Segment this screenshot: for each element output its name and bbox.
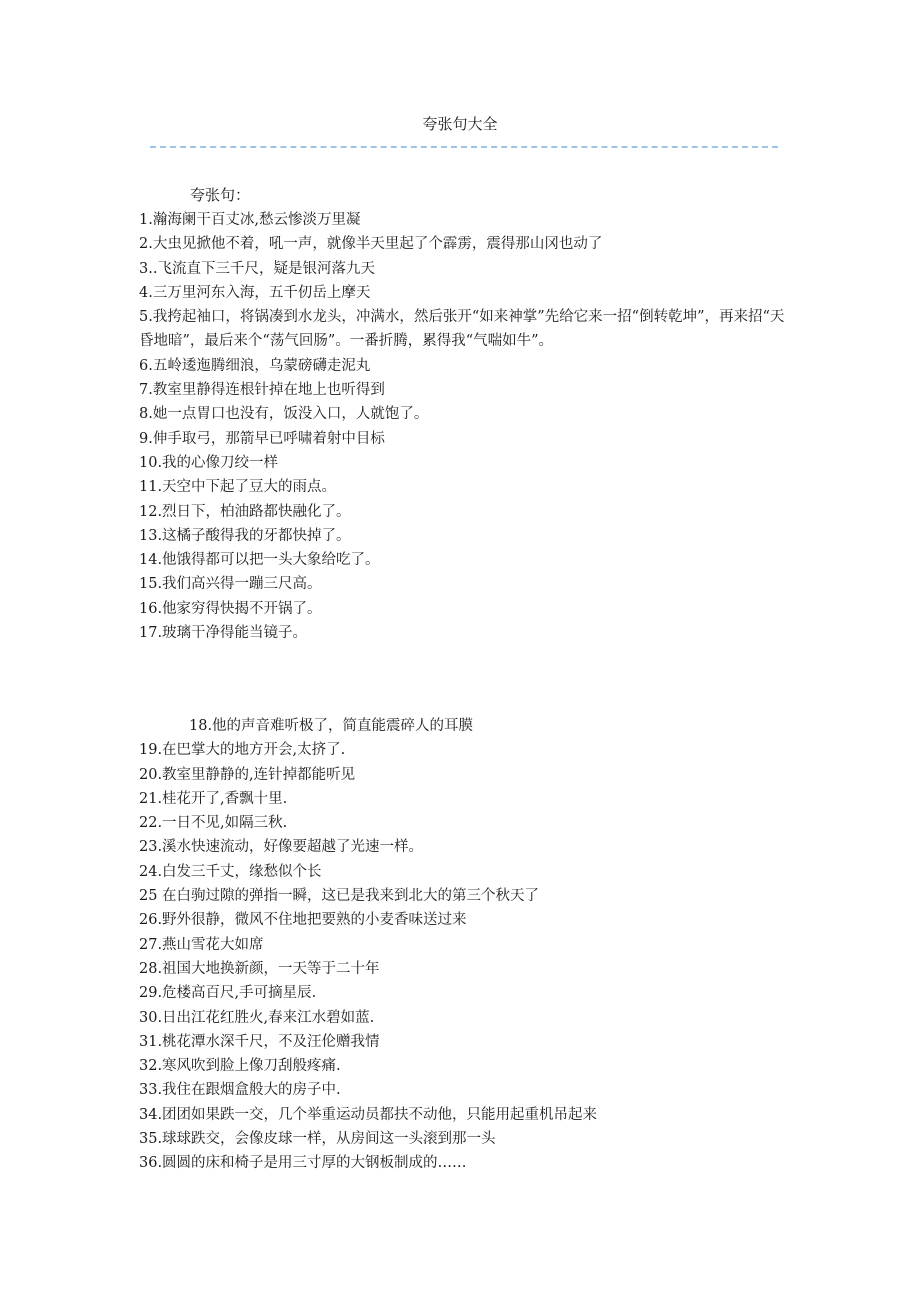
sentence-item: 35.球球跌交，会像皮球一样，从房间这一头滚到那一头 <box>139 1131 496 1148</box>
sentence-item: 36.圆圆的床和椅子是用三寸厚的大钢板制成的…… <box>139 1155 467 1172</box>
sentence-item: 6.五岭逶迤腾细浪，乌蒙磅礴走泥丸 <box>139 357 371 374</box>
sentence-item: 2.大虫见掀他不着，吼一声，就像半天里起了个霹雳，震得那山冈也动了 <box>139 236 603 253</box>
sentence-item: 15.我们高兴得一蹦三尺高。 <box>139 576 322 593</box>
sentence-item: 16.他家穷得快揭不开锅了。 <box>139 600 322 617</box>
sentence-item: 27.燕山雪花大如席 <box>139 936 264 953</box>
sentence-item: 18.他的声音难听极了，简直能震碎人的耳膜 <box>189 718 474 734</box>
sentence-item: 28.祖国大地换新颜，一天等于二十年 <box>139 960 380 977</box>
sentence-item: 9.伸手取弓，那箭早已呼啸着射中目标 <box>139 430 385 447</box>
sentence-item: 14.他饿得都可以把一头大象给吃了。 <box>139 552 380 569</box>
sentence-item: 29.危楼高百尺,手可摘星辰. <box>139 985 317 1002</box>
page-title: 夸张句大全 <box>422 115 498 133</box>
intro-heading: 夸张句： <box>190 186 251 204</box>
sentence-item: 5.我挎起袖口，将锅凑到水龙头，冲满水，然后张开“如来神掌”先给它来一招“倒转乾坤”，再来招“天昏地暗”，最后来个“荡气回肠”。一番折腾，累得我“气喘如牛”。 <box>139 309 785 350</box>
sentence-item: 23.溪水快速流动，好像要超越了光速一样。 <box>139 839 424 856</box>
sentence-list-part-two <box>139 714 597 1176</box>
sentence-item: 20.教室里静静的,连针掉都能听见 <box>139 766 356 783</box>
sentence-item: 25 在白驹过隙的弹指一瞬，这已是我来到北大的第三个秋天了 <box>139 888 540 905</box>
sentence-item: 24.白发三千丈，缘愁似个长 <box>139 863 322 880</box>
sentence-item: 12.烈日下，柏油路都快融化了。 <box>139 503 351 520</box>
sentence-item: 10.我的心像刀绞一样 <box>139 454 279 471</box>
sentence-item: 22.一日不见,如隔三秋. <box>139 815 288 832</box>
sentence-item: 1.瀚海阑干百丈冰,愁云惨淡万里凝 <box>139 212 361 228</box>
sentence-item: 8.她一点胃口也没有，饭没入口，人就饱了。 <box>139 406 429 423</box>
sentence-item: 4.三万里河东入海，五千仞岳上摩天 <box>139 284 371 301</box>
sentence-item: 31.桃花潭水深千尺，不及汪伦赠我情 <box>139 1033 380 1050</box>
sentence-item: 3..飞流直下三千尺，疑是银河落九天 <box>139 260 375 277</box>
sentence-item: 13.这橘子酸得我的牙都快掉了。 <box>139 527 351 544</box>
sentence-item: 34.团团如果跌一交，几个举重运动员都扶不动他，只能用起重机吊起来 <box>139 1106 598 1123</box>
sentence-item: 19.在巴掌大的地方开会,太挤了. <box>139 742 346 759</box>
sentence-item: 32.寒风吹到脸上像刀刮般疼痛. <box>139 1058 341 1075</box>
sentence-list-part-one <box>139 208 789 645</box>
sentence-item: 7.教室里静得连根针掉在地上也听得到 <box>139 382 385 399</box>
sentence-item: 21.桂花开了,香飘十里. <box>139 790 288 807</box>
sentence-item: 17.玻璃干净得能当镜子。 <box>139 625 308 642</box>
sentence-item: 26.野外很静，微风不住地把要熟的小麦香味送过来 <box>139 912 467 929</box>
title-divider <box>150 146 778 148</box>
sentence-item: 33.我住在跟烟盒般大的房子中. <box>139 1082 341 1099</box>
sentence-item: 30.日出江花红胜火,春来江水碧如蓝. <box>139 1009 375 1026</box>
sentence-item: 11.天空中下起了豆大的雨点。 <box>139 479 337 496</box>
